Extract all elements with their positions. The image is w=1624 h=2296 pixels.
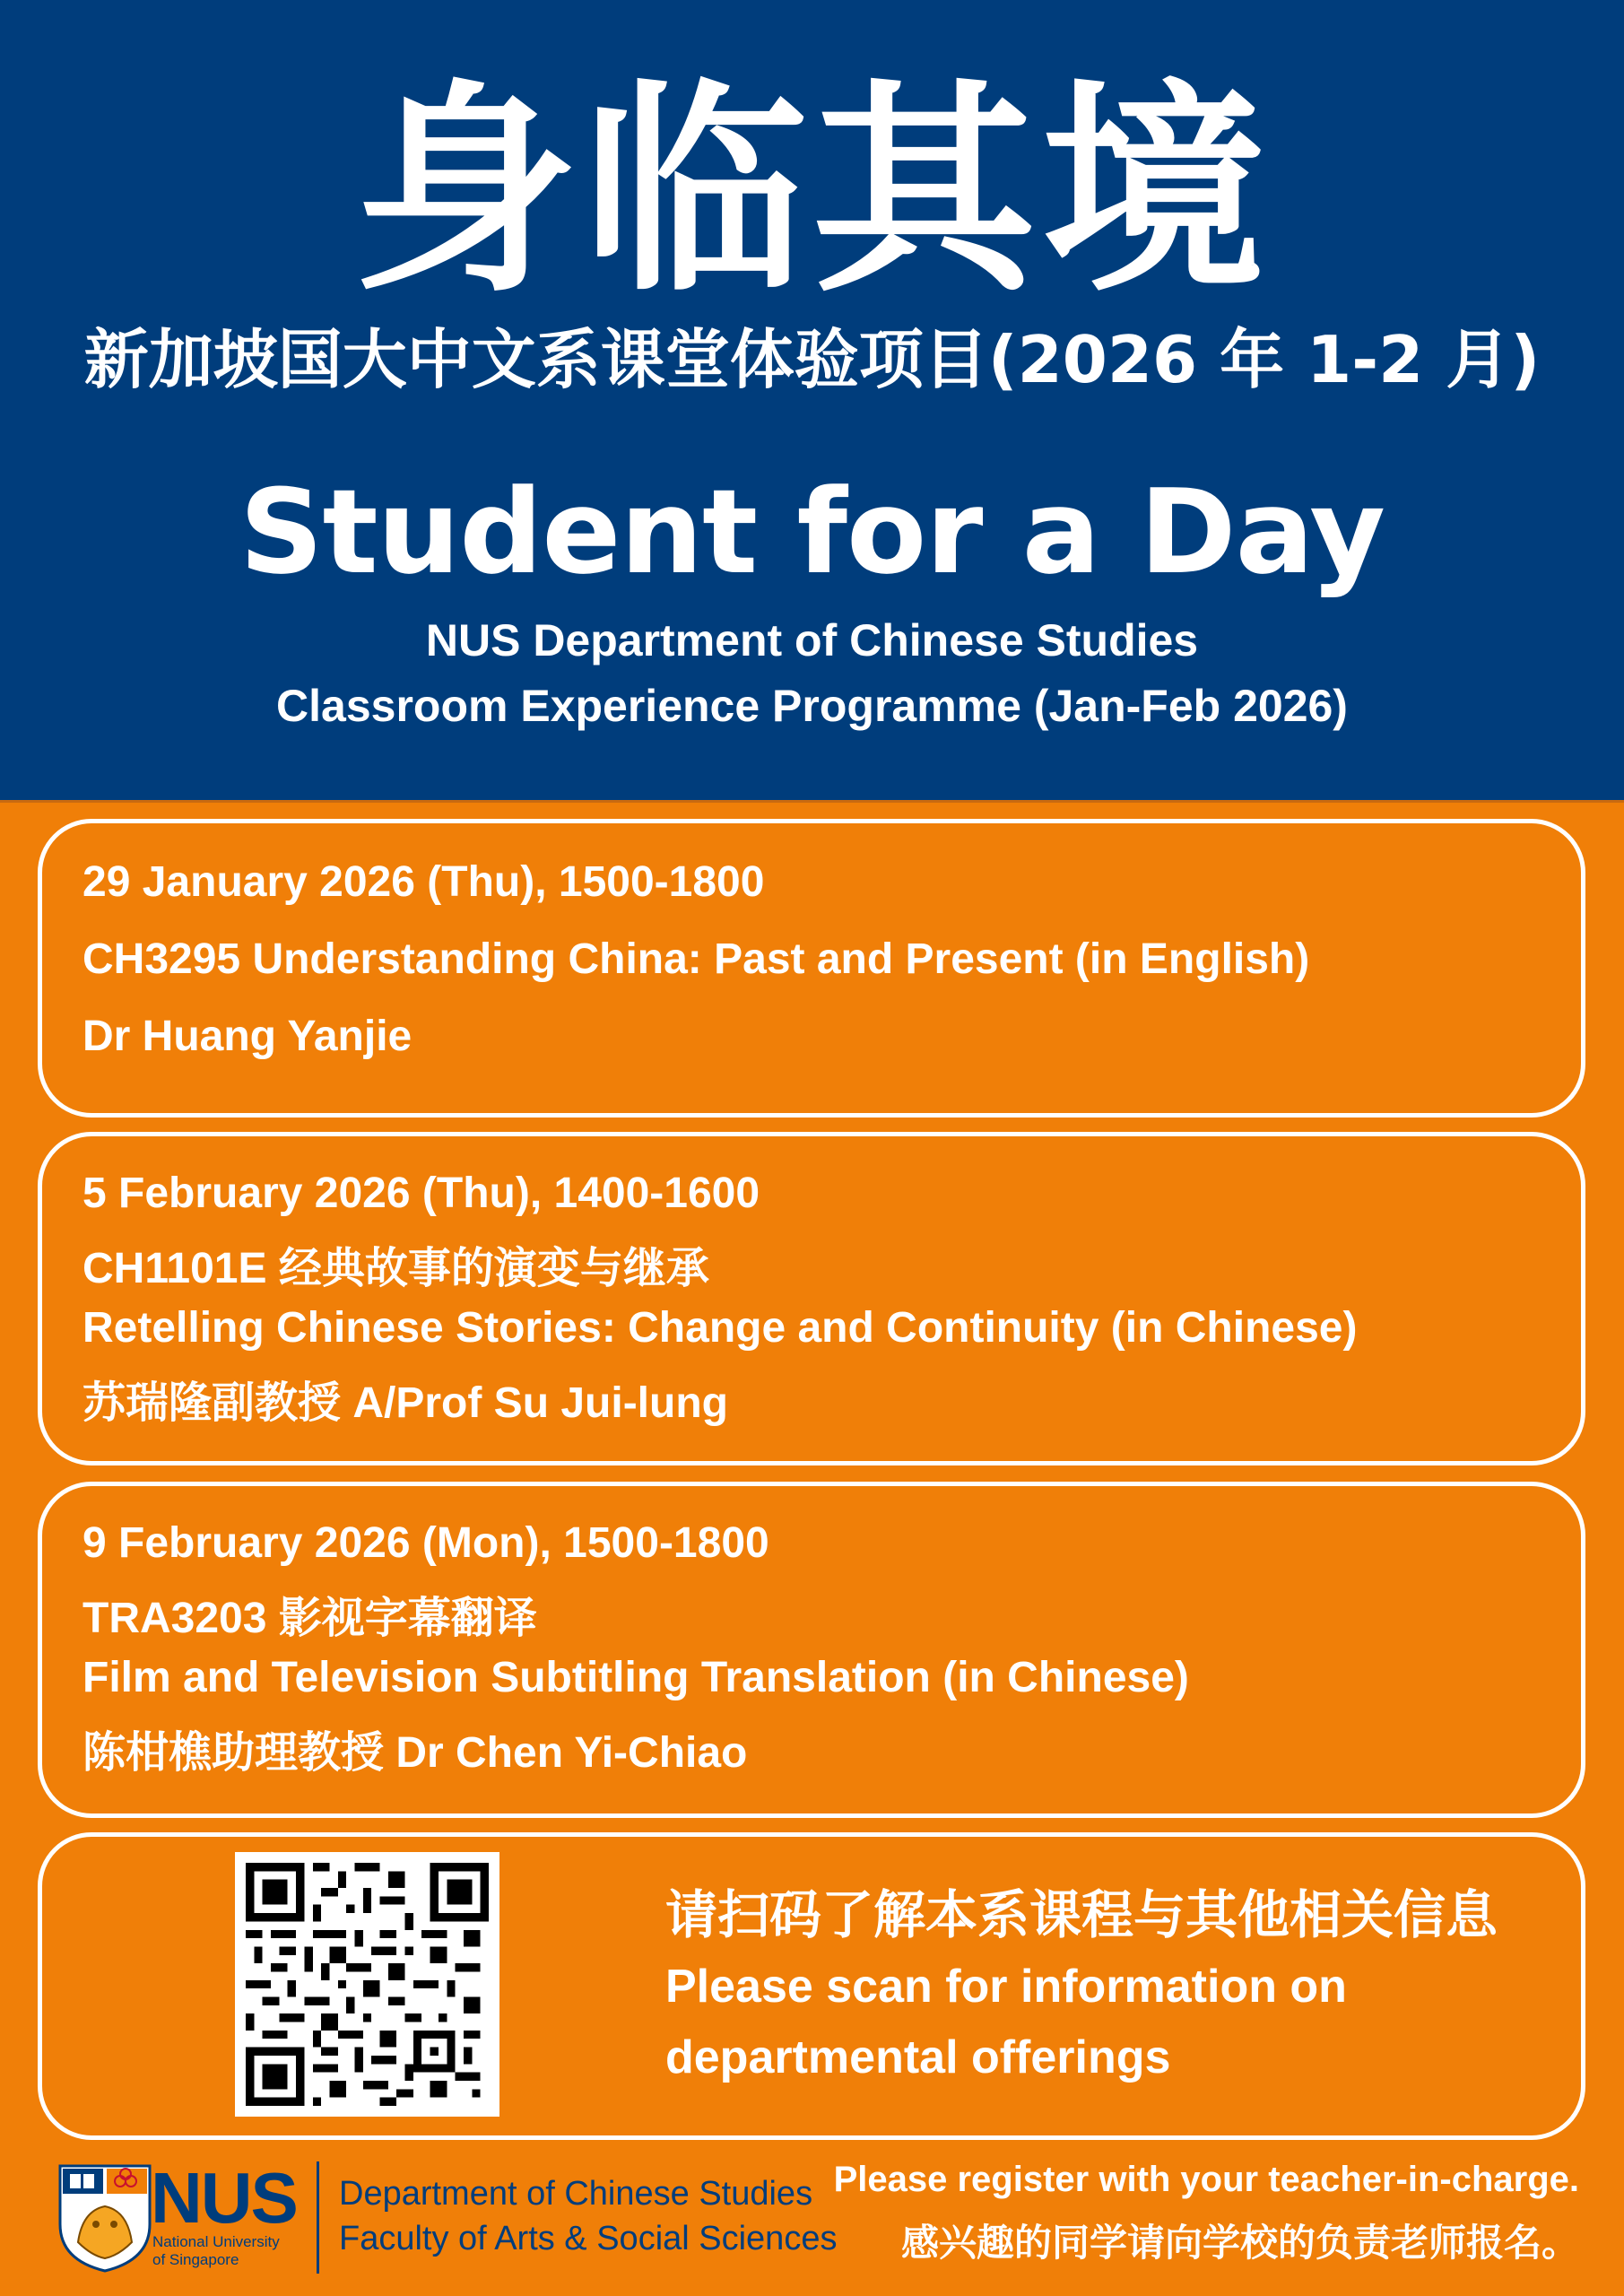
qr-text-english-line1: Please scan for information on [665, 1961, 1347, 2013]
register-note-chinese: 感兴趣的同学请向学校的负责老师报名。 [900, 2221, 1579, 2265]
session-card-3 [38, 1482, 1585, 1818]
footer-divider [317, 2161, 319, 2274]
session-course: CH1101E 经典故事的演变与继承 [83, 1245, 709, 1292]
session-course: TRA3203 影视字幕翻译 [83, 1595, 537, 1642]
nus-crest-icon [56, 2161, 154, 2274]
session-course-english: Retelling Chinese Stories: Change and Continuity (in Chinese) [83, 1304, 1358, 1352]
department-line: NUS Department of Chinese Studies [425, 615, 1199, 665]
nus-logo-sub2: of Singapore [152, 2251, 239, 2268]
footer-department: Department of Chinese Studies [339, 2175, 813, 2213]
session-card-1 [38, 819, 1585, 1118]
qr-text-chinese: 请扫码了解本系课程与其他相关信息 [665, 1884, 1498, 1945]
session-date: 29 January 2026 (Thu), 1500-1800 [83, 858, 765, 906]
session-course: CH3295 Understanding China: Past and Present (in English) [83, 935, 1310, 983]
footer-faculty: Faculty of Arts & Social Sciences [339, 2220, 838, 2257]
title-chinese: 身临其境 [352, 61, 1272, 322]
nus-logo-text: NUS [151, 2158, 297, 2238]
session-card-2 [38, 1132, 1585, 1465]
qr-card [38, 1832, 1585, 2140]
session-course-english: Film and Television Subtitling Translation (in Chinese) [83, 1654, 1189, 1701]
subtitle-chinese: 新加坡国大中文系课堂体验项目(2026 年 1-2 月) [83, 322, 1541, 397]
register-note-english: Please register with your teacher-in-charge. [833, 2160, 1579, 2199]
header-banner [0, 0, 1624, 803]
title-english: Student for a Day [239, 464, 1385, 600]
programme-line: Classroom Experience Programme (Jan-Feb 2026) [276, 681, 1348, 731]
session-date: 9 February 2026 (Mon), 1500-1800 [83, 1519, 769, 1567]
nus-logo-sub1: National University [152, 2233, 280, 2250]
session-instructor: Dr Huang Yanjie [83, 1013, 413, 1060]
session-date: 5 February 2026 (Thu), 1400-1600 [83, 1170, 760, 1217]
qr-code-icon[interactable] [235, 1852, 499, 2117]
qr-text-english-line2: departmental offerings [665, 2031, 1171, 2083]
session-instructor: 陈柑樵助理教授 Dr Chen Yi-Chiao [83, 1729, 748, 1777]
session-instructor: 苏瑞隆副教授 A/Prof Su Jui-lung [83, 1379, 728, 1427]
